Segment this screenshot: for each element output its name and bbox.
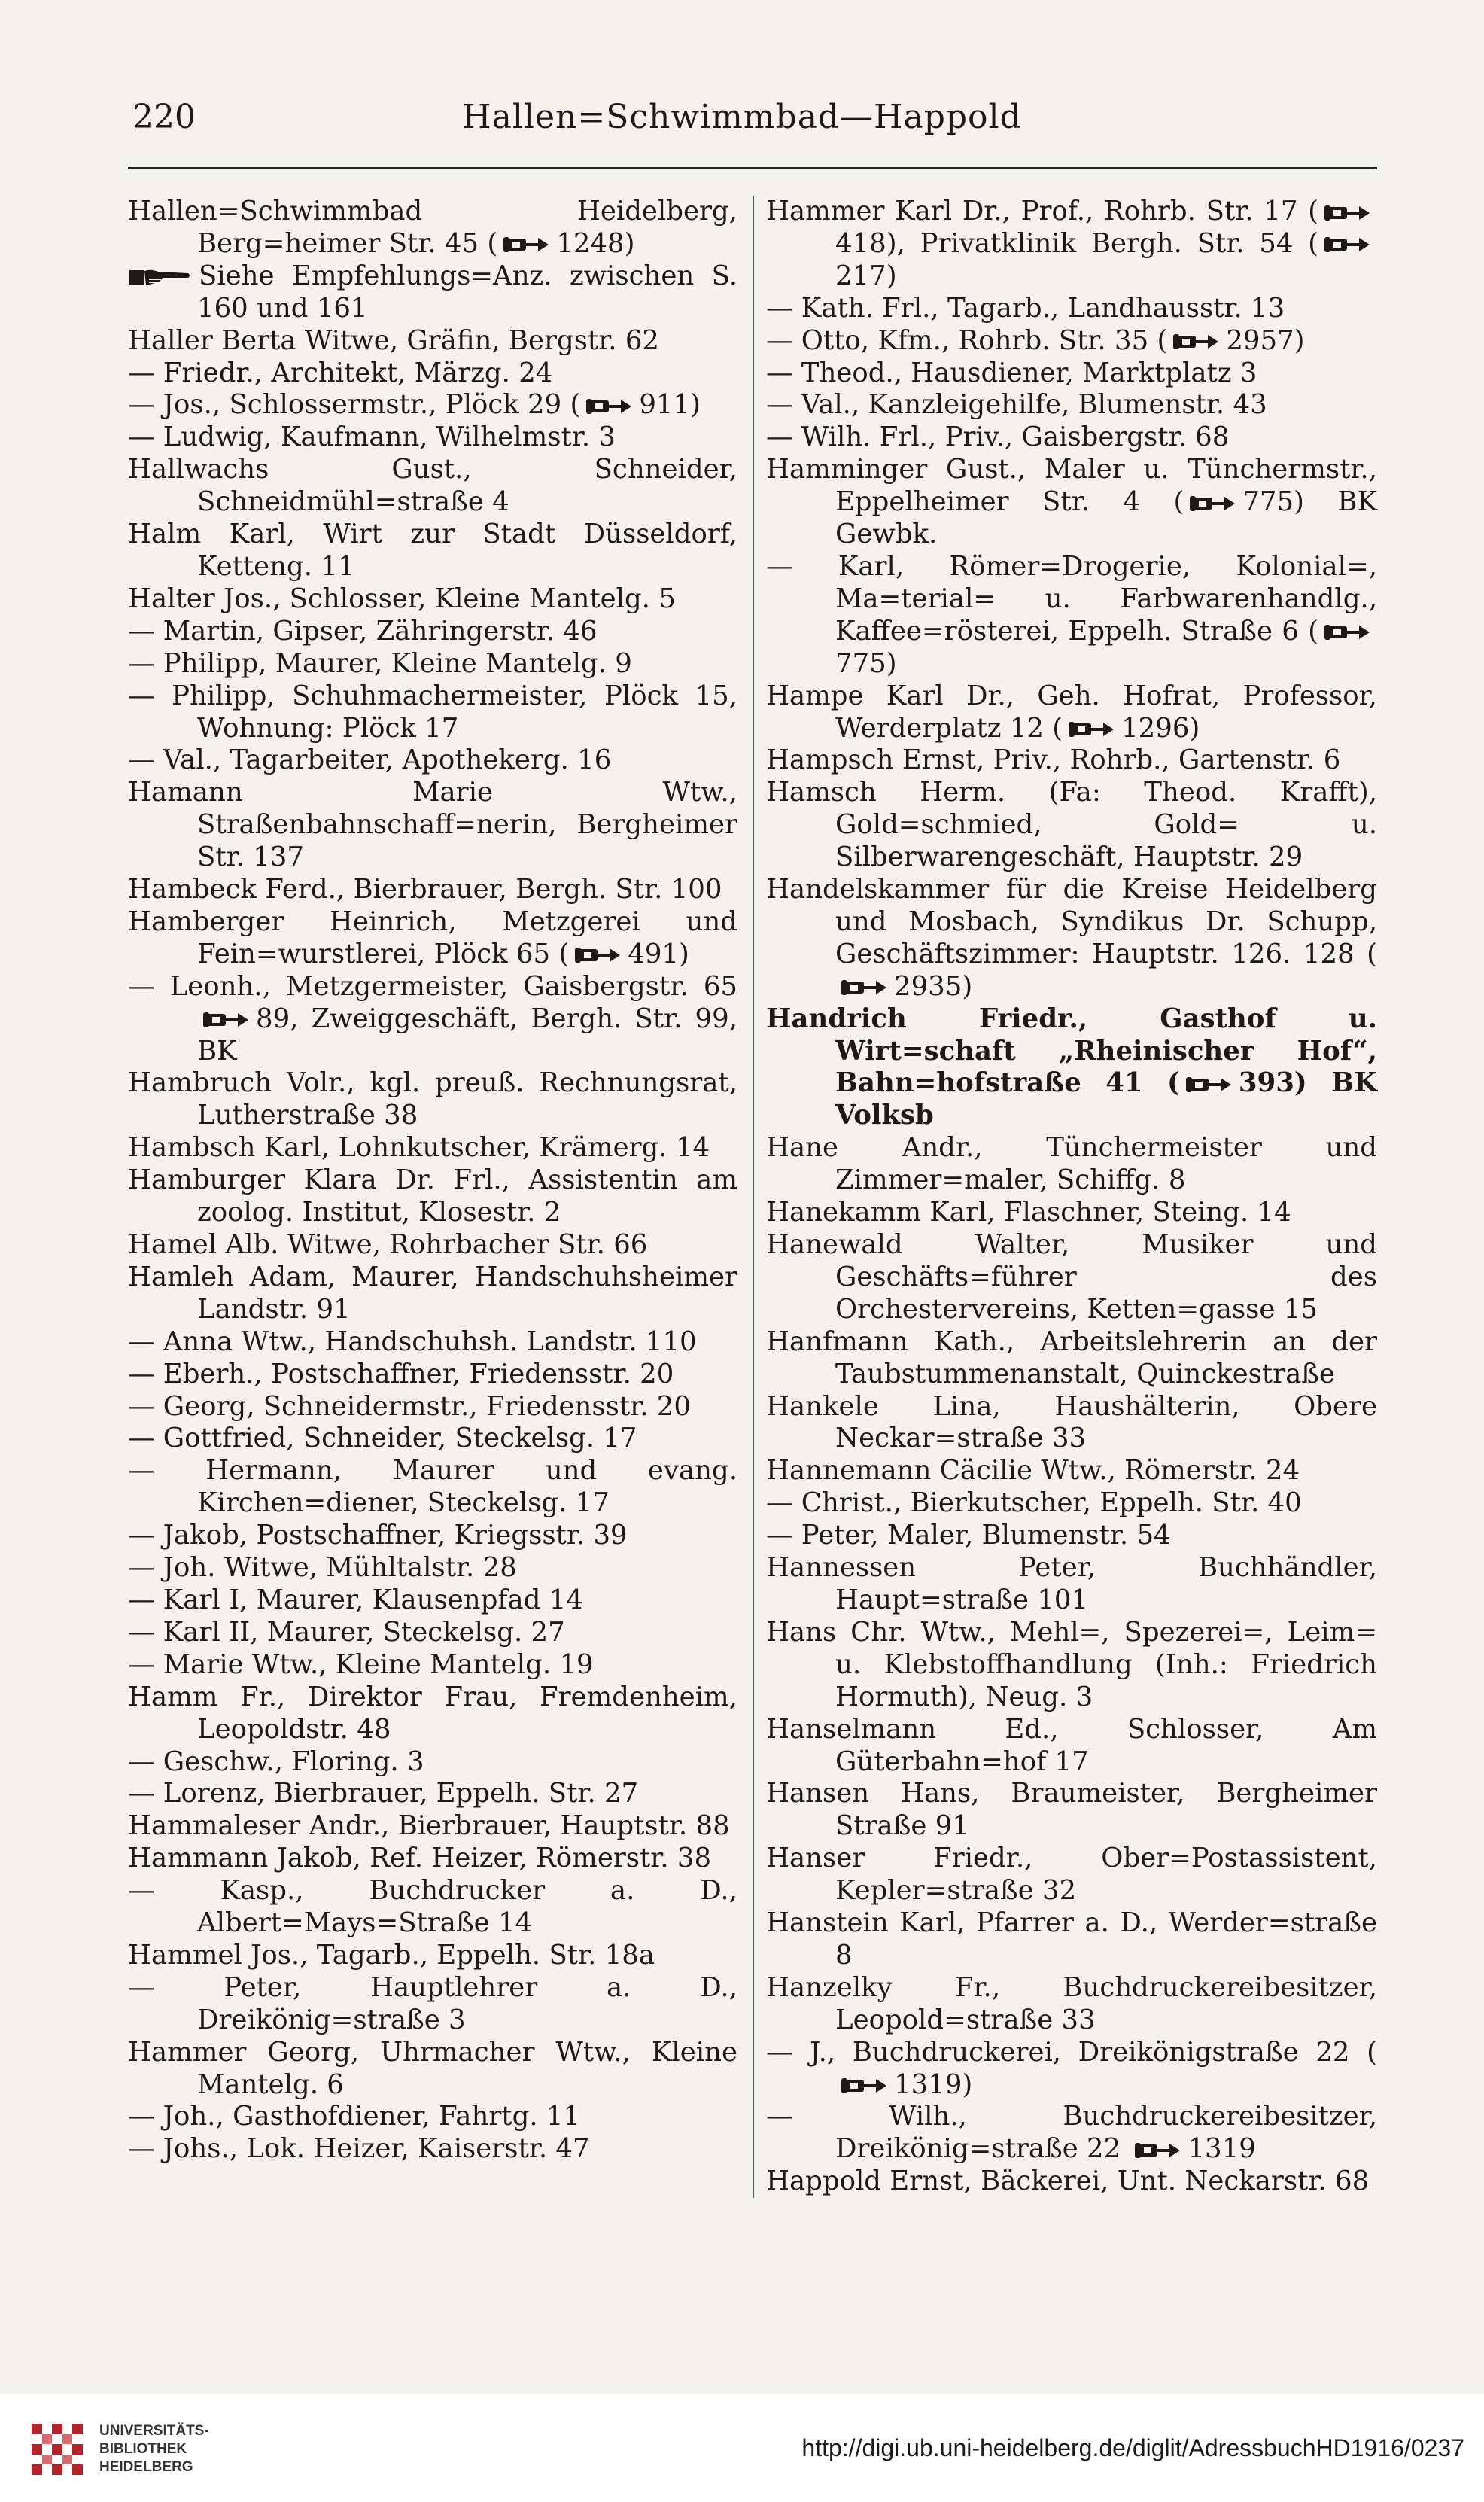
entry-text: Hammann Jakob, Ref. Heizer, Römerstr. 38 bbox=[128, 1843, 712, 1874]
entry-text: — Eberh., Postschaffner, Friedensstr. 20 bbox=[128, 1358, 674, 1389]
directory-entry bbox=[128, 1972, 737, 2037]
entry-text: Halm Karl, Wirt zur Stadt Düsseldorf, Ketteng. 11 bbox=[128, 519, 737, 582]
directory-entry bbox=[128, 454, 737, 519]
directory-entry bbox=[766, 1132, 1377, 1197]
entry-text: — Karl, Römer=Drogerie, Kolonial=, Ma=terial= u. Farbwarenhandlg., Kaffee=rösterei, Eppelh. Straße 6 ( bbox=[766, 550, 1377, 647]
directory-entry bbox=[128, 971, 737, 1068]
entry-text: Happold Ernst, Bäckerei, Unt. Neckarstr. 68 bbox=[766, 2166, 1370, 2197]
entry-text: — Joh., Gasthofdiener, Fahrtg. 11 bbox=[128, 2101, 581, 2132]
entry-text: — Val., Kanzleigehilfe, Blumenstr. 43 bbox=[766, 389, 1267, 421]
directory-entry bbox=[128, 1326, 737, 1359]
pointing-hand-icon bbox=[128, 264, 191, 290]
telephone-icon bbox=[1323, 622, 1373, 643]
telephone-icon bbox=[502, 234, 552, 255]
entry-text: — Val., Tagarbeiter, Apothekerg. 16 bbox=[128, 744, 612, 776]
entry-text: Hambsch Karl, Lohnkutscher, Krämerg. 14 bbox=[128, 1132, 710, 1164]
entry-text: — Theod., Hausdiener, Marktplatz 3 bbox=[766, 357, 1257, 388]
directory-entry bbox=[128, 648, 737, 680]
directory-entry bbox=[128, 260, 737, 325]
entry-text: — Leonh., Metzgermeister, Gaisbergstr. 65 bbox=[128, 970, 737, 1002]
directory-entry bbox=[128, 1778, 737, 1810]
header-rule bbox=[128, 167, 1377, 169]
directory-entry bbox=[128, 583, 737, 616]
entry-text: Hambeck Ferd., Bierbrauer, Bergh. Str. 100 bbox=[128, 874, 722, 906]
telephone-icon bbox=[1323, 202, 1373, 224]
library-logo[interactable] bbox=[27, 2410, 223, 2485]
telephone-icon bbox=[1323, 234, 1373, 255]
directory-entry bbox=[128, 422, 737, 454]
entry-text: 1319) bbox=[894, 2068, 973, 2100]
entry-text: Hallen=Schwimmbad Heidelberg, Berg=heimer Str. 45 ( bbox=[128, 196, 737, 259]
entry-text: 911) bbox=[639, 389, 701, 421]
entry-text: — Wilh. Frl., Priv., Gaisbergstr. 68 bbox=[766, 422, 1230, 453]
directory-entry bbox=[128, 1617, 737, 1649]
entry-text: 2935) bbox=[894, 970, 973, 1002]
entry-text: — Anna Wtw., Handschuhsh. Landstr. 110 bbox=[128, 1326, 697, 1357]
entry-text: Hambruch Volr., kgl. preuß. Rechnungsrat, Lutherstraße 38 bbox=[128, 1067, 737, 1131]
directory-entry bbox=[766, 1391, 1377, 1456]
directory-entry bbox=[128, 906, 737, 971]
entry-text: Hamann Marie Wtw., Straßenbahnschaff=nerin, Bergheimer Str. 137 bbox=[128, 777, 737, 873]
directory-entry bbox=[766, 1843, 1377, 1907]
entry-text: Hamburger Klara Dr. Frl., Assistentin am zoolog. Institut, Klosestr. 2 bbox=[128, 1164, 737, 1228]
entry-text: Hamel Alb. Witwe, Rohrbacher Str. 66 bbox=[128, 1229, 648, 1260]
entry-text: Hammel Jos., Tagarb., Eppelh. Str. 18a bbox=[128, 1939, 655, 1971]
entry-text: — Philipp, Schuhmachermeister, Plöck 15, Wohnung: Plöck 17 bbox=[128, 680, 737, 744]
logo-line: UNIVERSITÄTS- bbox=[99, 2423, 209, 2439]
entry-text: — Johs., Lok. Heizer, Kaiserstr. 47 bbox=[128, 2133, 590, 2165]
entry-text: Handelskammer für die Kreise Heidelberg und Mosbach, Syndikus Dr. Schupp, Geschäftszimmer: Hauptstr. 126. 128 ( bbox=[766, 874, 1377, 969]
entry-text: — Ludwig, Kaufmann, Wilhelmstr. 3 bbox=[128, 422, 616, 453]
telephone-icon bbox=[1133, 2140, 1183, 2161]
entry-text: Hamsch Herm. (Fa: Theod. Krafft), Gold=schmied, Gold= u. Silberwarengeschäft, Hauptstr. 29 bbox=[766, 777, 1377, 873]
directory-entry bbox=[128, 519, 737, 583]
directory-entry bbox=[766, 680, 1377, 745]
telephone-icon bbox=[573, 945, 623, 966]
directory-entry bbox=[128, 1455, 737, 1520]
entry-text: Hankele Lina, Haushälterin, Obere Neckar=straße 33 bbox=[766, 1390, 1377, 1454]
entry-text: Hanser Friedr., Ober=Postassistent, Kepler=straße 32 bbox=[766, 1843, 1377, 1907]
entry-text: Hampsch Ernst, Priv., Rohrb., Gartenstr. 6 bbox=[766, 744, 1341, 776]
directory-entry bbox=[128, 616, 737, 648]
directory-entry bbox=[128, 2037, 737, 2102]
directory-entry bbox=[766, 358, 1377, 390]
directory-entry bbox=[766, 2037, 1377, 2102]
entry-text: Hammer Georg, Uhrmacher Wtw., Kleine Mantelg. 6 bbox=[128, 2036, 737, 2100]
directory-entry bbox=[766, 1907, 1377, 1972]
directory-entry bbox=[128, 1423, 737, 1455]
entry-text: Hannemann Cäcilie Wtw., Römerstr. 24 bbox=[766, 1455, 1300, 1487]
entry-text: Hammaleser Andr., Bierbrauer, Hauptstr. 88 bbox=[128, 1810, 730, 1842]
directory-entry bbox=[766, 1714, 1377, 1779]
entry-text: — J., Buchdruckerei, Dreikönigstraße 22 ( bbox=[766, 2036, 1377, 2068]
logo-line: HEIDELBERG bbox=[99, 2459, 193, 2475]
directory-entry bbox=[766, 1778, 1377, 1843]
entry-text: Halter Jos., Schlosser, Kleine Mantelg. 5 bbox=[128, 583, 676, 614]
entry-text: — Karl I, Maurer, Klausenpfad 14 bbox=[128, 1584, 583, 1615]
page-number: 220 bbox=[132, 98, 196, 136]
directory-entry bbox=[128, 1359, 737, 1391]
directory-entry bbox=[766, 454, 1377, 551]
directory-entry bbox=[766, 777, 1377, 874]
directory-entry bbox=[766, 2101, 1377, 2166]
telephone-icon bbox=[1172, 331, 1221, 352]
entry-text: — Otto, Kfm., Rohrb. Str. 35 ( bbox=[766, 324, 1168, 356]
directory-entry bbox=[128, 1810, 737, 1843]
entry-text: Hamberger Heinrich, Metzgerei und Fein=wurstlerei, Plöck 65 ( bbox=[128, 906, 737, 969]
entry-text: Hans Chr. Wtw., Mehl=, Spezerei=, Leim= u. Klebstoffhandlung (Inh.: Friedrich Hormuth), Neug. 3 bbox=[766, 1616, 1377, 1712]
entry-text: Hane Andr., Tünchermeister und Zimmer=maler, Schiffg. 8 bbox=[766, 1132, 1377, 1196]
library-logo-text bbox=[99, 2422, 209, 2476]
entry-text: — Gottfried, Schneider, Steckelsg. 17 bbox=[128, 1423, 637, 1454]
source-url-link[interactable]: http://digi.ub.uni-heidelberg.de/diglit/AdressbuchHD1916/0237 bbox=[801, 2434, 1464, 2461]
directory-entry bbox=[128, 1229, 737, 1262]
entry-text: Hansen Hans, Braumeister, Bergheimer Straße 91 bbox=[766, 1778, 1377, 1842]
entry-text: 1319 bbox=[1188, 2133, 1256, 2165]
directory-entry bbox=[128, 2133, 737, 2166]
entry-text: Hanzelky Fr., Buchdruckereibesitzer, Leopold=straße 33 bbox=[766, 1971, 1377, 2035]
right-column bbox=[766, 196, 1377, 2198]
telephone-icon bbox=[202, 1009, 251, 1030]
directory-entry bbox=[128, 1132, 737, 1164]
directory-entry bbox=[766, 422, 1377, 454]
entry-text: Siehe Empfehlungs=Anz. zwischen S. 160 und 161 bbox=[197, 260, 737, 324]
directory-entry bbox=[128, 2101, 737, 2133]
directory-entry bbox=[766, 1487, 1377, 1520]
entry-text: Hanstein Karl, Pfarrer a. D., Werder=straße 8 bbox=[766, 1907, 1377, 1971]
telephone-icon bbox=[1188, 493, 1238, 514]
entry-text: Hanselmann Ed., Schlosser, Am Güterbahn=hof 17 bbox=[766, 1713, 1377, 1777]
entry-text: — Jos., Schlossermstr., Plöck 29 ( bbox=[128, 389, 581, 421]
entry-text: 775) BK Gewbk. bbox=[835, 486, 1377, 550]
directory-entry bbox=[766, 551, 1377, 680]
directory-entry bbox=[128, 777, 737, 874]
entry-text: 1248) bbox=[556, 227, 635, 259]
footer-bar bbox=[0, 2394, 1484, 2502]
entry-text: 393) BK Volksb bbox=[835, 1067, 1377, 1131]
directory-entry bbox=[128, 389, 737, 422]
directory-entry bbox=[128, 1391, 737, 1423]
directory-entry bbox=[766, 293, 1377, 325]
entry-text: Hanekamm Karl, Flaschner, Steing. 14 bbox=[766, 1197, 1291, 1228]
directory-entry bbox=[766, 1197, 1377, 1229]
logo-line: BIBLIOTHEK bbox=[99, 2441, 187, 2457]
directory-entry bbox=[128, 1682, 737, 1746]
directory-entry bbox=[128, 1649, 737, 1682]
entry-text: Hamm Fr., Direktor Frau, Fremdenheim, Leopoldstr. 48 bbox=[128, 1681, 737, 1745]
entry-text: Hamleh Adam, Maurer, Handschuhsheimer Landstr. 91 bbox=[128, 1261, 737, 1325]
directory-entry bbox=[766, 1972, 1377, 2037]
entry-text: — Kasp., Buchdrucker a. D., Albert=Mays=Straße 14 bbox=[128, 1875, 737, 1939]
entry-text: 491) bbox=[628, 938, 689, 969]
entry-text: 217) bbox=[835, 260, 897, 291]
entry-text: — Jakob, Postschaffner, Kriegsstr. 39 bbox=[128, 1520, 628, 1551]
entry-text: Haller Berta Witwe, Gräfin, Bergstr. 62 bbox=[128, 324, 660, 356]
entry-text: — Hermann, Maurer und evang. Kirchen=diener, Steckelsg. 17 bbox=[128, 1455, 737, 1519]
entry-text: — Geschw., Floring. 3 bbox=[128, 1746, 424, 1777]
directory-entry bbox=[128, 1164, 737, 1229]
directory-entry bbox=[766, 1455, 1377, 1487]
directory-entry bbox=[128, 196, 737, 260]
entry-text: Hanewald Walter, Musiker und Geschäfts=führer des Orchestervereins, Ketten=gasse 15 bbox=[766, 1229, 1377, 1325]
directory-entry bbox=[766, 1326, 1377, 1391]
directory-entry bbox=[128, 874, 737, 906]
directory-entry bbox=[128, 1552, 737, 1584]
directory-entry bbox=[766, 196, 1377, 293]
directory-entry bbox=[128, 1843, 737, 1875]
entry-text: Handrich Friedr., Gasthof u. Wirt=schaft „Rheinischer Hof“, Bahn=hofstraße 41 ( bbox=[766, 1003, 1377, 1099]
entry-text: — Karl II, Maurer, Steckelsg. 27 bbox=[128, 1616, 565, 1648]
entry-text: — Christ., Bierkutscher, Eppelh. Str. 40 bbox=[766, 1487, 1302, 1519]
entry-text: — Philipp, Maurer, Kleine Mantelg. 9 bbox=[128, 647, 632, 679]
directory-entry bbox=[766, 744, 1377, 777]
directory-entry bbox=[128, 744, 737, 777]
running-head: Hallen=Schwimmbad—Happold bbox=[462, 98, 1022, 136]
column-divider bbox=[753, 196, 754, 2198]
directory-entry bbox=[766, 1520, 1377, 1552]
entry-text: Hannessen Peter, Buchhändler, Haupt=straße 101 bbox=[766, 1552, 1377, 1615]
page-header bbox=[0, 98, 1484, 151]
entry-text: — Lorenz, Bierbrauer, Eppelh. Str. 27 bbox=[128, 1778, 639, 1810]
telephone-icon bbox=[840, 977, 889, 998]
directory-entry bbox=[128, 325, 737, 358]
entry-text: 1296) bbox=[1121, 712, 1200, 744]
telephone-icon bbox=[1067, 719, 1117, 740]
entry-text: 775) bbox=[835, 647, 897, 679]
directory-entry bbox=[766, 1003, 1377, 1133]
entry-text: — Marie Wtw., Kleine Mantelg. 19 bbox=[128, 1648, 594, 1680]
directory-entry bbox=[128, 1262, 737, 1326]
entry-text: — Joh. Witwe, Mühltalstr. 28 bbox=[128, 1552, 517, 1584]
directory-entry bbox=[128, 1584, 737, 1617]
directory-entry bbox=[766, 389, 1377, 422]
entry-text: 2957) bbox=[1226, 324, 1305, 356]
entry-text: — Kath. Frl., Tagarb., Landhausstr. 13 bbox=[766, 292, 1285, 324]
library-seal-icon bbox=[27, 2419, 87, 2479]
entry-text: Hampe Karl Dr., Geh. Hofrat, Professor, Werderplatz 12 ( bbox=[766, 680, 1377, 744]
directory-entry bbox=[766, 2166, 1377, 2198]
directory-entry bbox=[766, 1552, 1377, 1617]
directory-entry bbox=[766, 874, 1377, 1003]
entry-text: Hamminger Gust., Maler u. Tünchermstr., Eppelheimer Str. 4 ( bbox=[766, 454, 1377, 518]
entry-text: 418), Privatklinik Bergh. Str. 54 ( bbox=[835, 227, 1318, 259]
entry-text: Hanfmann Kath., Arbeitslehrerin an der Taubstummenanstalt, Quinckestraße bbox=[766, 1326, 1377, 1389]
entry-text: Hallwachs Gust., Schneider, Schneidmühl=straße 4 bbox=[128, 454, 737, 518]
directory-entry bbox=[766, 1617, 1377, 1714]
entry-text: Hammer Karl Dr., Prof., Rohrb. Str. 17 ( bbox=[766, 196, 1318, 227]
telephone-icon bbox=[585, 396, 634, 417]
entry-text: — Peter, Maler, Blumenstr. 54 bbox=[766, 1520, 1171, 1551]
entry-text: 89, Zweiggeschäft, Bergh. Str. 99, BK bbox=[197, 1003, 737, 1067]
telephone-icon bbox=[1184, 1074, 1234, 1095]
directory-entry bbox=[128, 358, 737, 390]
directory-entry bbox=[128, 1067, 737, 1132]
directory-entry bbox=[128, 1520, 737, 1552]
entry-text: — Peter, Hauptlehrer a. D., Dreikönig=straße 3 bbox=[128, 1971, 737, 2035]
entry-text: — Friedr., Architekt, Märzg. 24 bbox=[128, 357, 553, 388]
directory-entry bbox=[128, 1940, 737, 1972]
entry-text: — Wilh., Buchdruckereibesitzer, Dreikönig=straße 22 bbox=[766, 2101, 1377, 2165]
directory-entry bbox=[128, 680, 737, 745]
left-column bbox=[128, 196, 737, 2166]
entry-text: — Martin, Gipser, Zähringerstr. 46 bbox=[128, 615, 598, 647]
directory-entry bbox=[128, 1875, 737, 1940]
directory-entry bbox=[128, 1746, 737, 1779]
entry-text: — Georg, Schneidermstr., Friedensstr. 20 bbox=[128, 1390, 691, 1422]
directory-entry bbox=[766, 325, 1377, 358]
directory-entry bbox=[766, 1229, 1377, 1326]
telephone-icon bbox=[840, 2075, 889, 2096]
